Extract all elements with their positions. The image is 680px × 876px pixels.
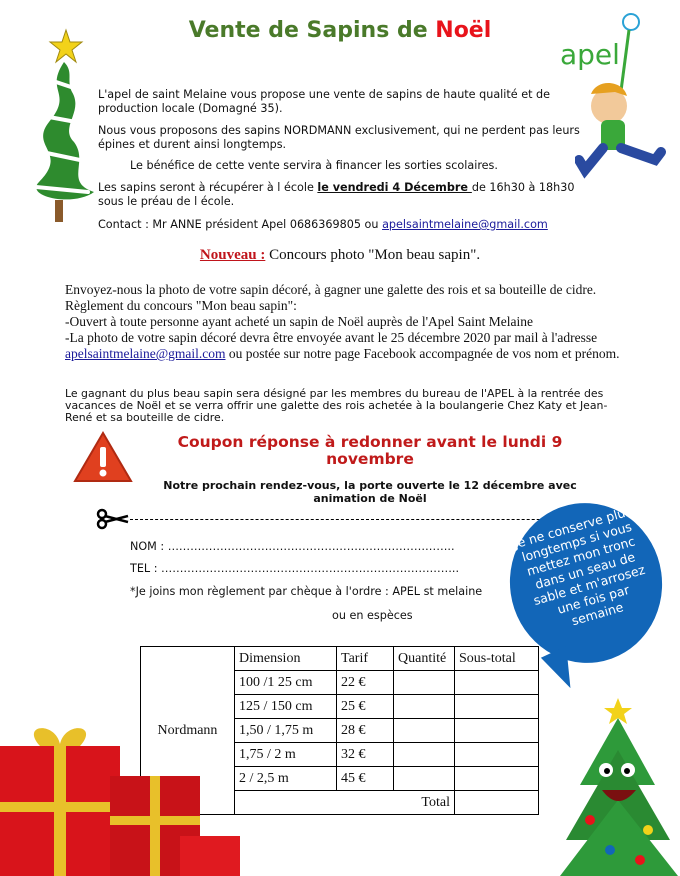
quantity-cell[interactable]	[394, 767, 455, 791]
apel-logo: apel	[560, 38, 620, 71]
intro-paragraph-2: Nous vous proposons des sapins NORDMANN exclusivement, qui ne perdent pas leurs épines et durent ainsi longtemps.	[98, 124, 580, 151]
quantity-cell[interactable]	[394, 695, 455, 719]
subtotal-cell[interactable]	[455, 695, 539, 719]
contest-line-3: -Ouvert à toute personne ayant acheté un sapin de Noël auprès de l'Apel Saint Melaine	[65, 314, 534, 329]
next-event-text: Notre prochain rendez-vous, la porte ouverte le 12 décembre avec animation de Noël	[163, 479, 577, 505]
contest-line-5	[65, 346, 625, 362]
pickup-date: le vendredi 4 Décembre	[317, 181, 472, 194]
jumping-kid-illustration	[575, 8, 675, 193]
header-dimension: Dimension	[235, 647, 337, 671]
gift-box-3	[180, 836, 240, 876]
christmas-tree-illustration	[14, 22, 104, 230]
table-header-row	[141, 647, 539, 671]
star-icon	[50, 30, 82, 62]
contest-rules	[65, 282, 625, 362]
speech-bubble-text: Je ne conserve plus longtemps si vous mettez mon tronc dans un seau de sable et m'arrosez une fois par semaine	[512, 503, 647, 629]
payment-alt-text: ou en espèces	[332, 609, 413, 622]
scissors-icon	[96, 508, 130, 530]
dimension-cell: 1,75 / 2 m	[235, 743, 337, 767]
subtotal-cell[interactable]	[455, 743, 539, 767]
header-sous-total: Sous-total	[455, 647, 539, 671]
subtotal-cell[interactable]	[455, 671, 539, 695]
header-tarif: Tarif	[337, 647, 394, 671]
nom-field[interactable]	[130, 540, 510, 554]
dandelion-icon	[623, 14, 639, 30]
pickup-text-b: de 16h30 à 18h30 sous le préau de l école.	[98, 181, 575, 208]
tarif-cell: 28 €	[337, 719, 394, 743]
contest-email-link[interactable]: apelsaintmelaine@gmail.com	[65, 346, 226, 361]
nom-dots: …………………………………………………………………..	[167, 540, 455, 553]
coupon-title: Coupon réponse à redonner avant le lundi 9 novembre	[177, 433, 563, 468]
intro-paragraph-3: Le bénéfice de cette vente servira à financer les sorties scolaires.	[130, 159, 498, 172]
payment-text: *Je joins mon règlement par chèque à l'ordre : APEL st melaine	[130, 585, 483, 598]
quantity-cell[interactable]	[394, 743, 455, 767]
tarif-cell: 22 €	[337, 671, 394, 695]
nouveau-label: Nouveau :	[199, 247, 266, 263]
gift-bow	[34, 728, 86, 746]
dimension-cell: 125 / 150 cm	[235, 695, 337, 719]
contest-line-2: Règlement du concours "Mon beau sapin":	[65, 298, 297, 313]
tarif-cell: 32 €	[337, 743, 394, 767]
title-highlight: Noël	[435, 18, 492, 43]
tree-trunk	[55, 200, 63, 222]
nom-label: NOM :	[130, 540, 168, 553]
tarif-cell: 25 €	[337, 695, 394, 719]
tree-body	[36, 62, 94, 199]
quantity-cell[interactable]	[394, 719, 455, 743]
contest-heading	[0, 247, 680, 264]
total-label: Total	[235, 791, 455, 815]
intro-paragraph-4	[98, 181, 588, 208]
contact-line	[98, 218, 598, 232]
contest-line-4: -La photo de votre sapin décoré devra être envoyée avant le 25 décembre 2020 par mail à l'adresse	[65, 330, 598, 345]
contact-email-link[interactable]: apelsaintmelaine@gmail.com	[382, 218, 548, 231]
winner-paragraph: Le gagnant du plus beau sapin sera désigné par les membres du bureau de l'APEL à la rentrée des vacances de Noël et se verra offrir une galette des rois achetée à la boulangerie Chez Katy et Jean-René et sa bouteille de cidre.	[65, 387, 608, 424]
kid-legs	[579, 148, 661, 170]
product-cell: Nordmann	[141, 647, 235, 815]
contact-text: Contact : Mr ANNE président Apel 0686369805 ou	[98, 218, 383, 231]
tel-label: TEL :	[130, 562, 162, 575]
contest-line-5-text: ou postée sur notre page Facebook accompagnée de vos nom et prénom.	[225, 346, 620, 361]
tel-field[interactable]	[130, 562, 510, 576]
pickup-text-a: Les sapins seront à récupérer à l école	[98, 181, 318, 194]
quantity-cell[interactable]	[394, 671, 455, 695]
tarif-cell: 45 €	[337, 767, 394, 791]
contest-line-1: Envoyez-nous la photo de votre sapin décoré, à gagner une galette des rois et sa bouteille de cidre.	[65, 282, 597, 297]
cartoon-tree-illustration	[560, 690, 680, 876]
warning-icon	[72, 430, 134, 484]
intro-paragraph-1: L'apel de saint Melaine vous propose une vente de sapins de haute qualité et de production locale (Domagné 35).	[98, 88, 551, 115]
header-quantite: Quantité	[394, 647, 455, 671]
dimension-cell: 1,50 / 1,75 m	[235, 719, 337, 743]
title-main: Vente de Sapins de	[188, 18, 436, 43]
gift-boxes-illustration	[0, 716, 240, 876]
total-cell[interactable]	[455, 791, 539, 815]
dimension-cell: 2 / 2,5 m	[235, 767, 337, 791]
subtotal-cell[interactable]	[455, 719, 539, 743]
contest-title: Concours photo "Mon beau sapin".	[265, 247, 481, 263]
subtotal-cell[interactable]	[455, 767, 539, 791]
dimension-cell: 100 /1 25 cm	[235, 671, 337, 695]
tel-dots: ……………………………………………………………………..	[161, 562, 460, 575]
